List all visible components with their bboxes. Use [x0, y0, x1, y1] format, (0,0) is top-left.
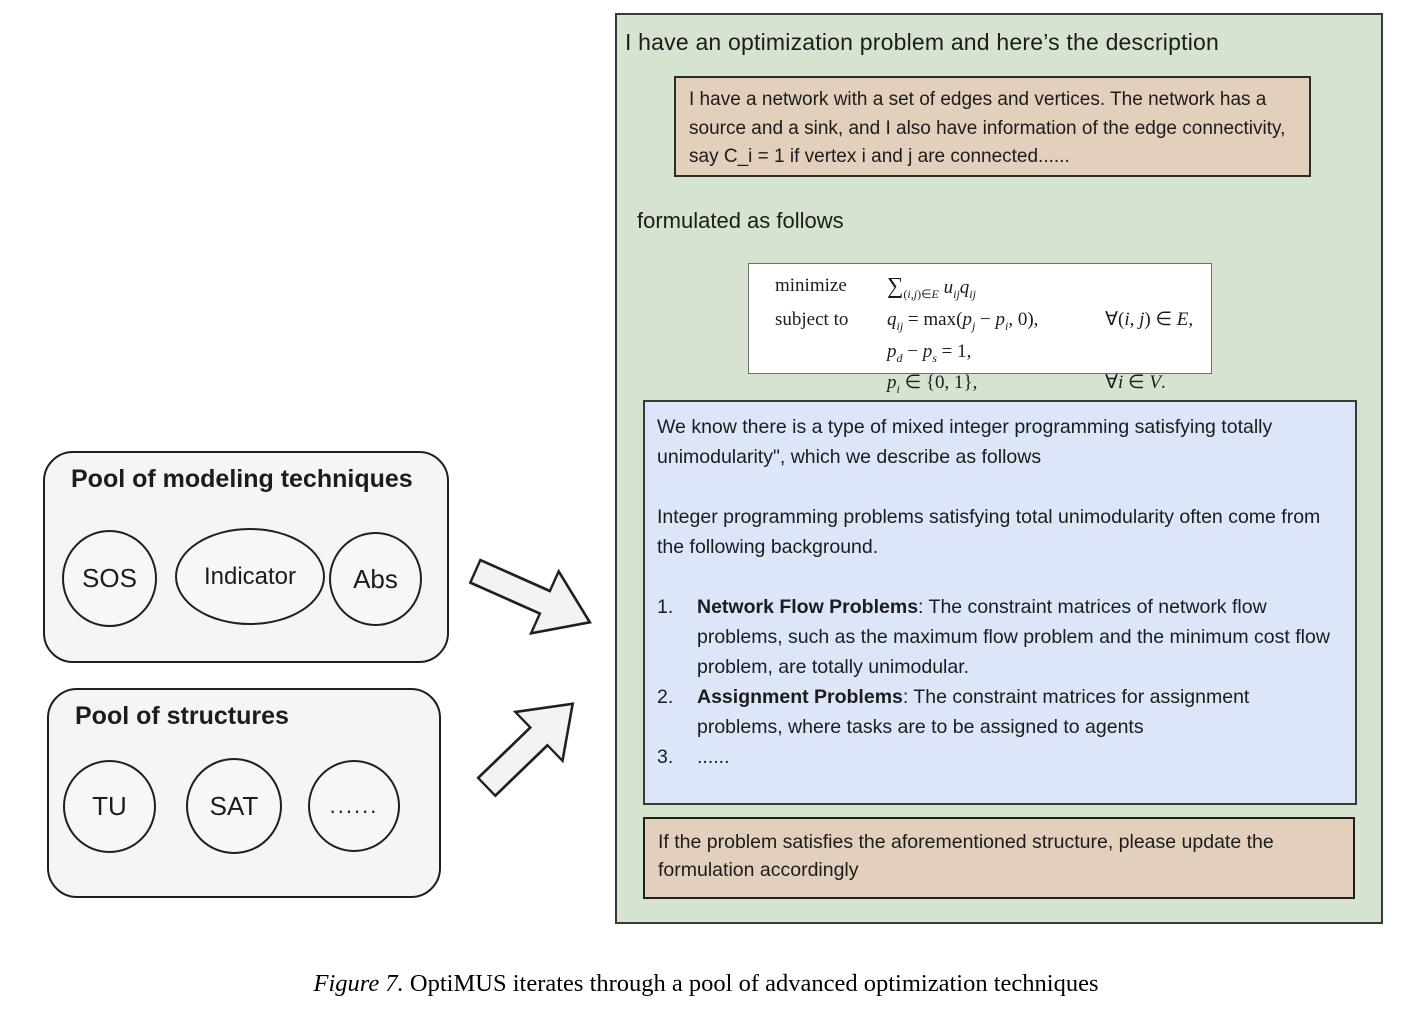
update-instruction-text: If the problem satisfies the aforementioned structure, please update the formulation accordingly — [658, 831, 1274, 881]
bubble-abs-label: Abs — [353, 563, 398, 594]
list-item-term: Assignment Problems — [697, 686, 903, 708]
problem-description-text: I have a network with a set of edges and vertices. The network has a source and a sink, and I also have information of the edge connectivity, say C_i = 1 if vertex i and j are connected...... — [689, 89, 1286, 167]
formulation-row — [775, 273, 1211, 307]
bubble-ellipsis — [308, 760, 400, 852]
formulation-keyword — [775, 339, 887, 371]
formulation-keyword — [775, 370, 887, 402]
formulated-label: formulated as follows — [637, 208, 844, 233]
analysis-box — [643, 400, 1357, 805]
formulation-keyword: minimize — [775, 275, 847, 296]
formulation-quantifier: ∀i ∈ V. — [1105, 372, 1166, 394]
formulation-row — [775, 370, 1211, 402]
list-item-term: Network Flow Problems — [697, 596, 919, 618]
bubble-sos — [62, 530, 157, 627]
list-item-body: ...... — [697, 746, 730, 768]
figure-caption — [0, 970, 1412, 998]
formulation-box — [748, 263, 1212, 397]
bubble-tu — [63, 760, 156, 853]
formulation-expression: $p_i$ ∈ {0, 1}, — [887, 372, 978, 397]
pool-modeling-techniques — [43, 451, 449, 663]
bubble-sat — [186, 758, 282, 854]
bubble-indicator-label: Indicator — [203, 562, 297, 590]
pool-structures — [47, 688, 441, 898]
list-item-text — [697, 592, 1339, 682]
update-instruction-box — [643, 817, 1355, 899]
list-item-number: 2. — [657, 686, 674, 708]
panel-title: I have an optimization problem and here’s the description — [625, 29, 1219, 55]
formulation-expression: $p_d - p_s = 1$, — [887, 340, 972, 365]
pool-structures-title: Pool of structures — [75, 702, 289, 730]
block-arrow-down-right-icon — [459, 537, 608, 657]
bubble-indicator — [175, 528, 325, 625]
formulation-quantifier — [1105, 273, 1211, 307]
formulation-expression: $q_{ij} = \max(p_j - p_i$, 0), — [887, 308, 1039, 333]
formulation-quantifier — [1105, 339, 1211, 371]
analysis-paragraph-1: We know there is a type of mixed integer programming satisfying totally unimodularity", which we describe as follows — [657, 416, 1273, 468]
list-item-number: 1. — [657, 596, 674, 618]
pool-modeling-title: Pool of modeling techniques — [71, 465, 413, 493]
list-item-text — [697, 682, 1339, 742]
list-item — [657, 682, 1339, 742]
list-item-number: 3. — [657, 746, 674, 768]
formulation-expression: $\sum_{(i,j)\in E}$ $u_{ij}q_{ij}$ — [887, 273, 976, 301]
analysis-list — [657, 592, 1339, 772]
block-arrow-up-right-icon — [460, 675, 601, 814]
list-item-body: : The constraint matrices for assignment problems, where tasks are to be assigned to agents — [697, 686, 1250, 738]
list-item — [657, 742, 1339, 772]
list-item-text — [697, 742, 1339, 772]
bubble-tu-label: TU — [92, 791, 127, 821]
list-item-body: : The constraint matrices of network flow problems, such as the maximum flow problem and the minimum cost flow problem, are totally unimodular. — [697, 596, 1330, 678]
bubble-ellipsis-label: ...... — [329, 793, 379, 818]
bubble-abs — [329, 532, 422, 626]
dialogue-panel — [615, 13, 1383, 924]
bubble-sat-label: SAT — [209, 790, 259, 821]
problem-description-box — [674, 76, 1311, 177]
list-item — [657, 592, 1339, 682]
figure-caption-label: Figure 7. — [313, 970, 404, 997]
analysis-paragraph-2: Integer programming problems satisfying total unimodularity often come from the following background. — [657, 506, 1321, 558]
formulation-keyword: subject to — [775, 308, 849, 330]
formulation-row — [775, 307, 1211, 339]
bubble-sos-label: SOS — [82, 563, 137, 593]
formulation-quantifier: ∀(i, j) ∈ E, — [1105, 308, 1194, 330]
formulation-row — [775, 339, 1211, 371]
figure-caption-text: OptiMUS iterates through a pool of advanced optimization techniques — [403, 970, 1099, 997]
